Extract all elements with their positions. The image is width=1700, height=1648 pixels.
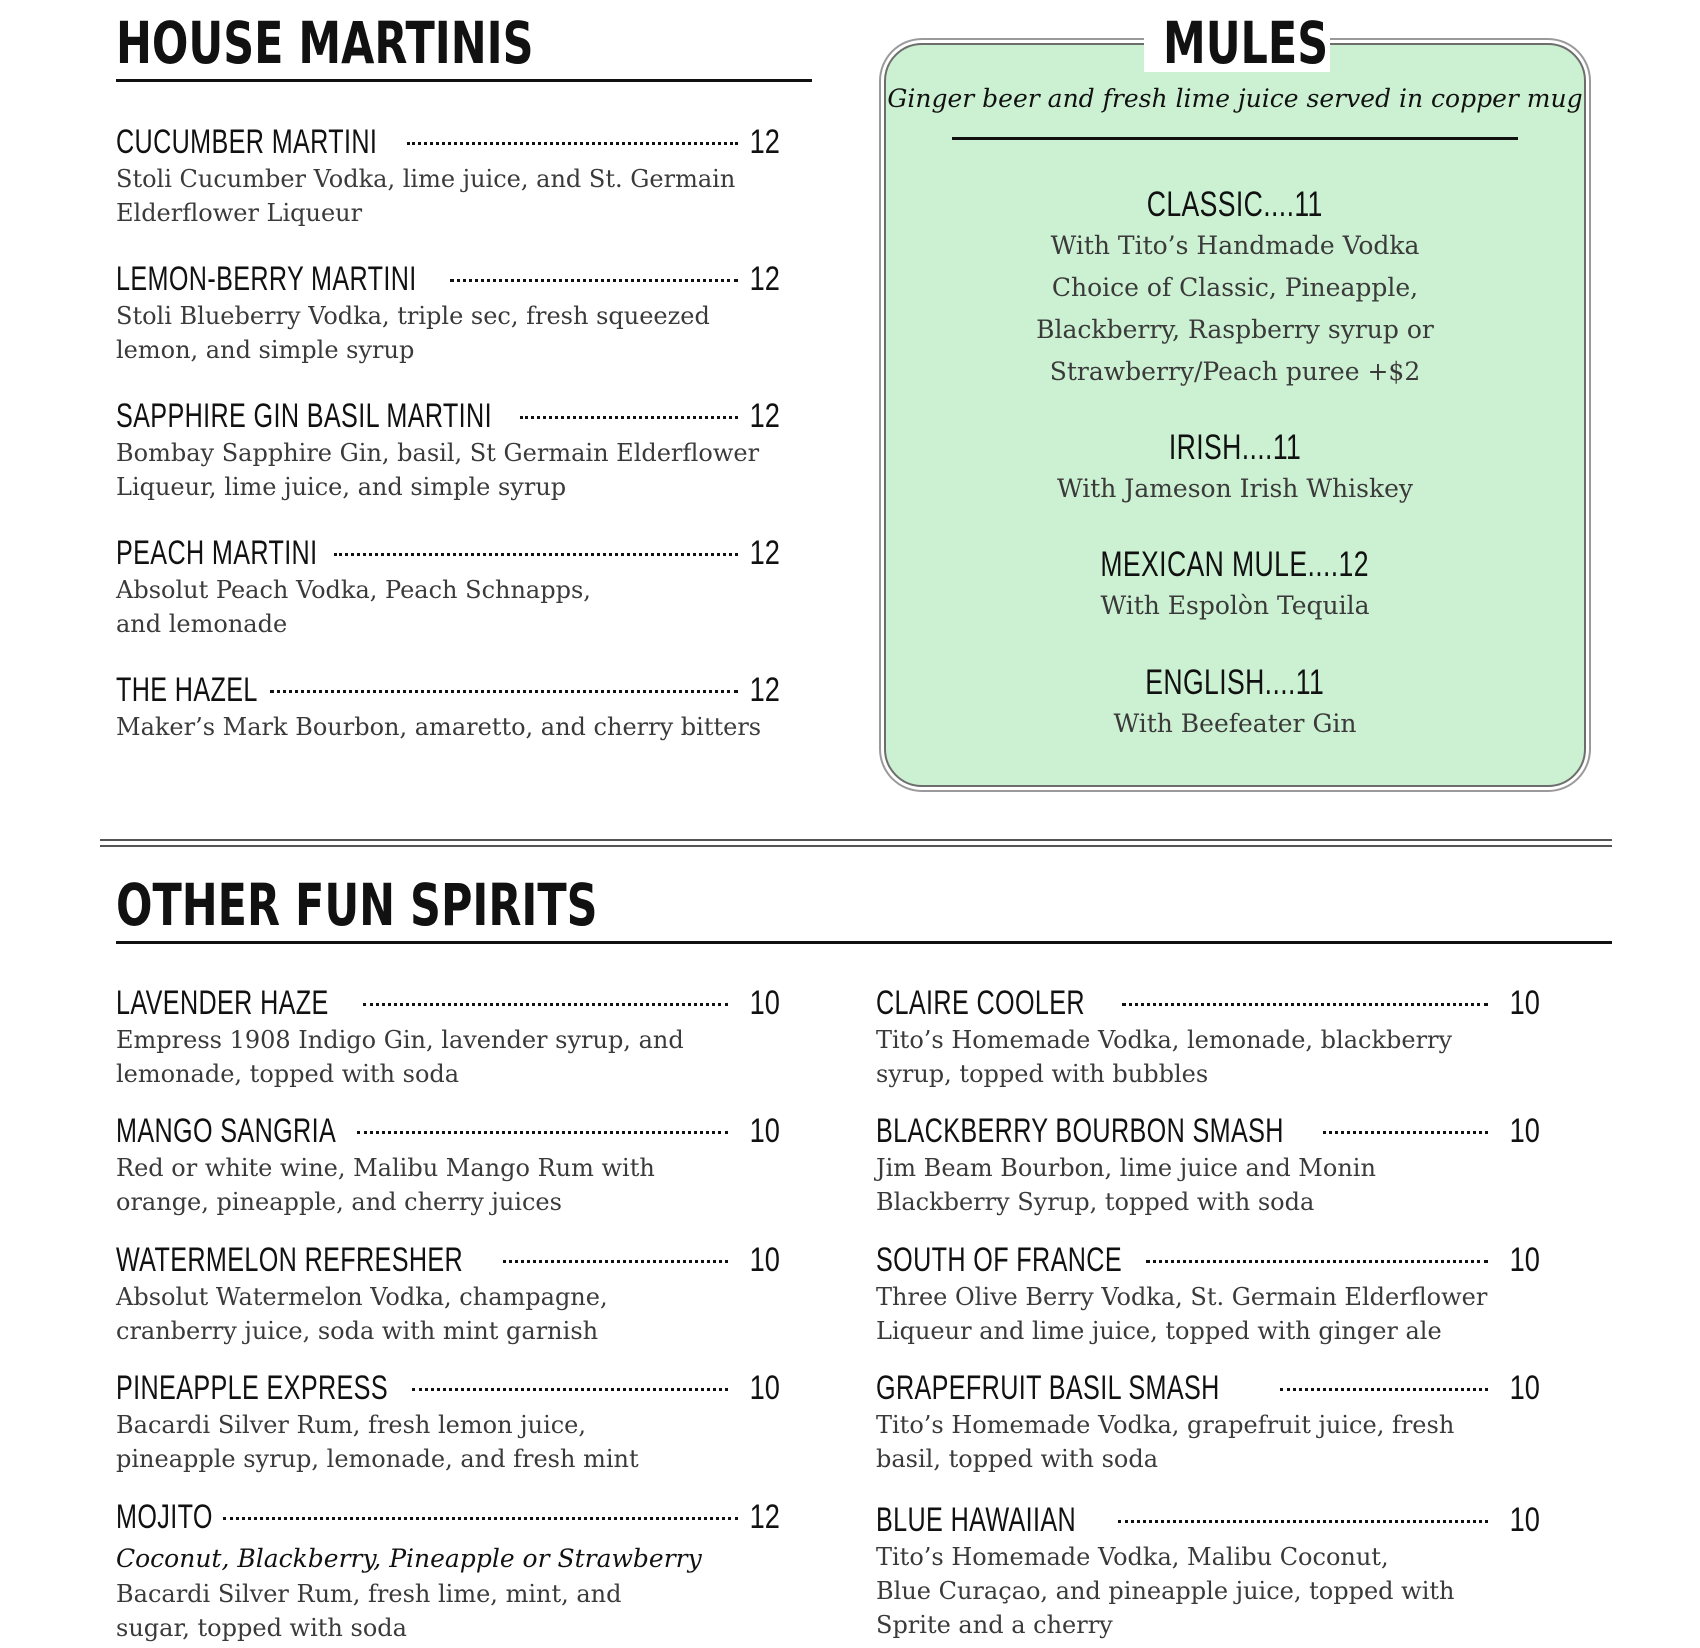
item-name: WATERMELON REFRESHER [116,1241,464,1279]
item-description: Stoli Blueberry Vodka, triple sec, fresh squeezed lemon, and simple syrup [116,302,710,364]
item-flavor-options: Coconut, Blackberry, Pineapple or Strawberry [116,1544,702,1573]
item-price: 12 [749,260,780,298]
mule-description: With Espolòn Tequila [1100,591,1370,620]
dot-leader [450,279,738,282]
dot-leader [363,1003,728,1006]
item-price: 12 [749,671,780,709]
menu-item-cucumber-martini [116,113,780,230]
mule-heading: IRISH....11 [1168,428,1302,467]
section-divider-bottom [100,845,1612,847]
mule-item-irish [884,428,1586,510]
section-divider-top [100,839,1612,841]
item-description: Absolut Watermelon Vodka, champagne, cranberry juice, soda with mint garnish [116,1283,608,1345]
item-price: 10 [749,1241,780,1279]
other-fun-spirits-rule [116,941,1612,944]
house-martinis-title: HOUSE MARTINIS [116,9,534,77]
item-name: CLAIRE COOLER [876,984,1085,1022]
dot-leader [1323,1131,1488,1134]
item-name: LEMON-BERRY MARTINI [116,260,417,298]
item-price: 10 [1509,1369,1540,1407]
item-name: GRAPEFRUIT BASIL SMASH [876,1369,1220,1407]
menu-item-blackberry-bourbon-smash [876,1102,1540,1219]
item-description: Absolut Peach Vodka, Peach Schnapps, and lemonade [116,576,591,638]
dot-leader [334,553,738,556]
item-name: CUCUMBER MARTINI [116,123,378,161]
item-price: 12 [749,534,780,572]
mule-item-classic [884,185,1586,393]
menu-item-sapphire-gin-basil-martini [116,387,780,504]
item-name: LAVENDER HAZE [116,984,329,1022]
menu-item-south-of-france [876,1231,1540,1348]
dot-leader [407,142,738,145]
item-description: Stoli Cucumber Vodka, lime juice, and St. Germain Elderflower Liqueur [116,165,736,227]
menu-item-pineapple-express [116,1359,780,1476]
item-description: Bacardi Silver Rum, fresh lemon juice, pineapple syrup, lemonade, and fresh mint [116,1411,639,1473]
mule-heading: CLASSIC....11 [1147,185,1323,224]
item-price: 10 [749,984,780,1022]
mules-title: MULES [1163,9,1329,77]
item-name: THE HAZEL [116,671,258,709]
dot-leader [1118,1520,1488,1523]
item-description: Three Olive Berry Vodka, St. Germain Elderflower Liqueur and lime juice, topped with ginger ale [876,1283,1488,1345]
dot-leader [357,1131,728,1134]
item-name: MOJITO [116,1498,213,1536]
menu-item-blue-hawaiian [876,1491,1540,1642]
menu-item-watermelon-refresher [116,1231,780,1348]
item-description: Tito’s Homemade Vodka, lemonade, blackberry syrup, topped with bubbles [876,1026,1453,1088]
dot-leader [223,1517,738,1520]
menu-item-the-hazel [116,661,780,744]
item-name: PINEAPPLE EXPRESS [116,1369,388,1407]
item-name: MANGO SANGRIA [116,1112,337,1150]
item-price: 10 [1509,1501,1540,1539]
item-price: 12 [749,1498,780,1536]
dot-leader [1146,1260,1488,1263]
mule-description: With Beefeater Gin [1113,709,1357,738]
menu-item-lemon-berry-martini [116,250,780,367]
item-description: Tito’s Homemade Vodka, Malibu Coconut, Blue Curaçao, and pineapple juice, topped with Sprite and a cherry [876,1543,1455,1639]
item-name: SAPPHIRE GIN BASIL MARTINI [116,397,492,435]
mule-item-english [884,663,1586,745]
item-name: BLUE HAWAIIAN [876,1501,1077,1539]
item-price: 10 [749,1369,780,1407]
dot-leader [503,1260,728,1263]
item-price: 10 [1509,984,1540,1022]
menu-item-lavender-haze [116,974,780,1091]
item-price: 12 [749,123,780,161]
item-name: BLACKBERRY BOURBON SMASH [876,1112,1284,1150]
mule-item-mexican [884,545,1586,627]
menu-item-mango-sangria [116,1102,780,1219]
item-price: 10 [1509,1112,1540,1150]
item-price: 10 [1509,1241,1540,1279]
item-description: Bacardi Silver Rum, fresh lime, mint, and sugar, topped with soda [116,1580,622,1642]
mule-heading: ENGLISH....11 [1145,663,1325,702]
other-fun-spirits-title: OTHER FUN SPIRITS [116,871,598,939]
dot-leader [1122,1003,1488,1006]
item-price: 12 [749,397,780,435]
item-description: Tito’s Homemade Vodka, grapefruit juice, fresh basil, topped with soda [876,1411,1455,1473]
item-description: Maker’s Mark Bourbon, amaretto, and cherry bitters [116,713,762,741]
item-description: Red or white wine, Malibu Mango Rum with orange, pineapple, and cherry juices [116,1154,655,1216]
item-name: SOUTH OF FRANCE [876,1241,1122,1279]
menu-item-grapefruit-basil-smash [876,1359,1540,1476]
mules-subtitle: Ginger beer and fresh lime juice served in copper mug [887,84,1583,113]
item-description: Jim Beam Bourbon, lime juice and Monin Blackberry Syrup, topped with soda [876,1154,1376,1216]
menu-item-peach-martini [116,524,780,641]
mules-subtitle-rule [952,137,1518,140]
mule-description: With Tito’s Handmade Vodka Choice of Classic, Pineapple, Blackberry, Raspberry syrup or Strawberry/Peach puree +$2 [1036,231,1434,386]
dot-leader [270,690,739,693]
menu-item-mojito [116,1488,780,1645]
item-price: 10 [749,1112,780,1150]
item-name: PEACH MARTINI [116,534,318,572]
mule-description: With Jameson Irish Whiskey [1056,474,1414,503]
menu-item-claire-cooler [876,974,1540,1091]
dot-leader [520,416,738,419]
dot-leader [412,1388,729,1391]
dot-leader [1280,1388,1488,1391]
house-martinis-rule [116,79,812,82]
item-description: Empress 1908 Indigo Gin, lavender syrup, and lemonade, topped with soda [116,1026,684,1088]
item-description: Bombay Sapphire Gin, basil, St Germain Elderflower Liqueur, lime juice, and simple syrup [116,439,760,501]
mule-heading: MEXICAN MULE....12 [1100,545,1370,584]
